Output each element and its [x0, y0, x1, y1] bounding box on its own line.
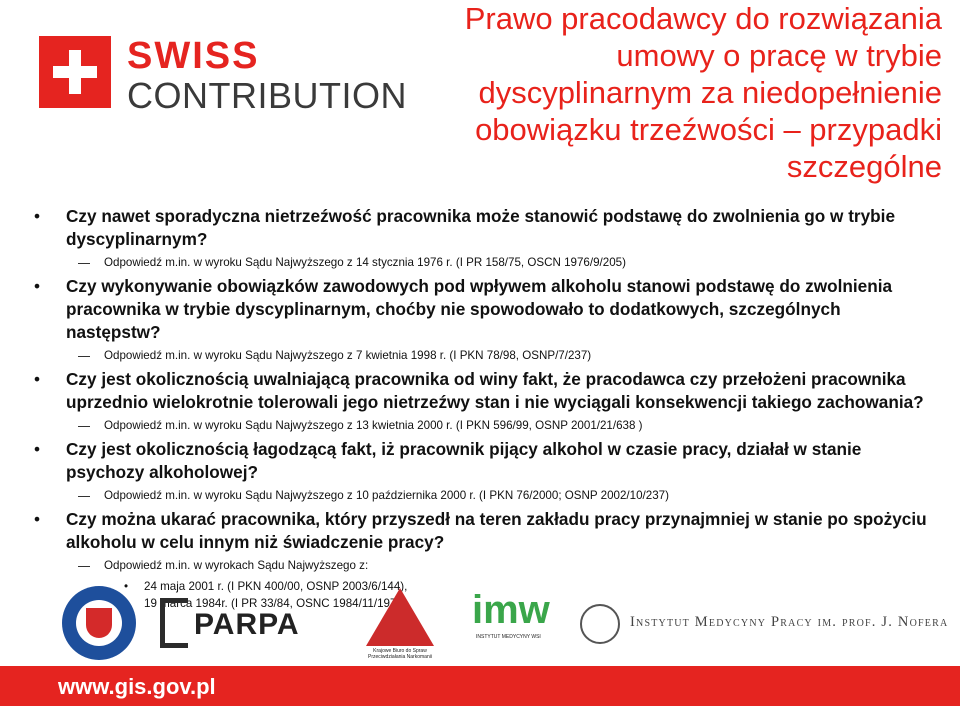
nofer-institute-logo — [580, 610, 960, 650]
imw-wordmark: imw — [472, 588, 550, 632]
logo-word-swiss: SWISS — [127, 35, 260, 77]
nofer-institute-name: Instytut Medycyny Pracy im. prof. J. Nofera — [630, 614, 949, 630]
question-4: • Czy jest okolicznością łagodzącą fakt, iż pracownik pijący alkohol w czasie pracy, działał w stanie psychozy alkoholowej? — [34, 438, 934, 484]
answer-2: Odpowiedź m.in. w wyroku Sądu Najwyższego z 7 kwietnia 1998 r. (I PKN 78/98, OSNP/7/237) — [34, 347, 934, 365]
answer-1: Odpowiedź m.in. w wyroku Sądu Najwyższego z 14 stycznia 1976 r. (I PR 158/75, OSCN 1976/9/205) — [34, 254, 934, 272]
imw-caption: INSTYTUT MEDYCYNY WSI — [476, 634, 541, 640]
partner-logos — [60, 584, 960, 664]
parpa-wordmark: PARPA — [194, 608, 300, 641]
question-5: • Czy można ukarać pracownika, który przyszedł na teren zakładu pracy przynajmniej w stanie po spożyciu alkoholu w celu innym niż świadczenie pracy? — [34, 508, 934, 554]
kbds-emblem-icon — [366, 588, 434, 646]
eagle-shield-icon — [86, 608, 112, 638]
question-list — [34, 205, 934, 612]
caduceus-icon — [580, 604, 620, 644]
logo-word-contribution: CONTRIBUTION — [127, 75, 407, 116]
swiss-cross-icon — [39, 36, 111, 108]
swiss-contribution-logo — [39, 35, 407, 116]
question-2: • Czy wykonywanie obowiązków zawodowych pod wpływem alkoholu stanowi podstawę do zwolnienia pracownika w trybie dyscyplinarnym, choćby nie spowodowało to dodatkowych, szczególnych następstw? — [34, 275, 934, 344]
sanitary-inspection-badge-icon — [62, 586, 136, 660]
imw-logo — [472, 588, 550, 658]
kbds-caption: Krajowe Biuro do Spraw Przeciwdziałania Narkomanii — [368, 648, 432, 660]
slide-title: Prawo pracodawcy do rozwiązania umowy o pracę w trybie dyscyplinarnym za niedopełnienie obowiązku trzeźwości – przypadki szczególne — [464, 1, 942, 184]
answer-3: Odpowiedź m.in. w wyroku Sądu Najwyższego z 13 kwietnia 2000 r. (I PKN 596/99, OSNP 2001/21/638 ) — [34, 417, 934, 435]
answer-5-ruling-2: • 19 marca 1984r. (I PR 33/84, OSNC 1984/11/197) — [34, 595, 934, 612]
parpa-logo — [160, 598, 310, 648]
answer-5: Odpowiedź m.in. w wyrokach Sądu Najwyższego z: — [34, 557, 934, 575]
kbds-logo — [360, 584, 440, 664]
footer-bar — [0, 666, 960, 706]
question-1: • Czy nawet sporadyczna nietrzeźwość pracownika może stanowić podstawę do zwolnienia go w trybie dyscyplinarnym? — [34, 205, 934, 251]
footer-url-link[interactable]: www.gis.gov.pl — [58, 674, 216, 699]
answer-5-ruling-1: • 24 maja 2001 r. (I PKN 400/00, OSNP 2003/6/144), — [34, 578, 934, 595]
question-3: • Czy jest okolicznością uwalniającą pracownika od winy fakt, że pracodawca czy przełożeni pracownika uprzednio wielokrotnie tolerowali jego nietrzeźwy stan i nie wyciągali konsekwencji takiego zachowania? — [34, 368, 934, 414]
answer-4: Odpowiedź m.in. w wyroku Sądu Najwyższego z 10 października 2000 r. (I PKN 76/2000; OSNP 2002/10/237) — [34, 487, 934, 505]
